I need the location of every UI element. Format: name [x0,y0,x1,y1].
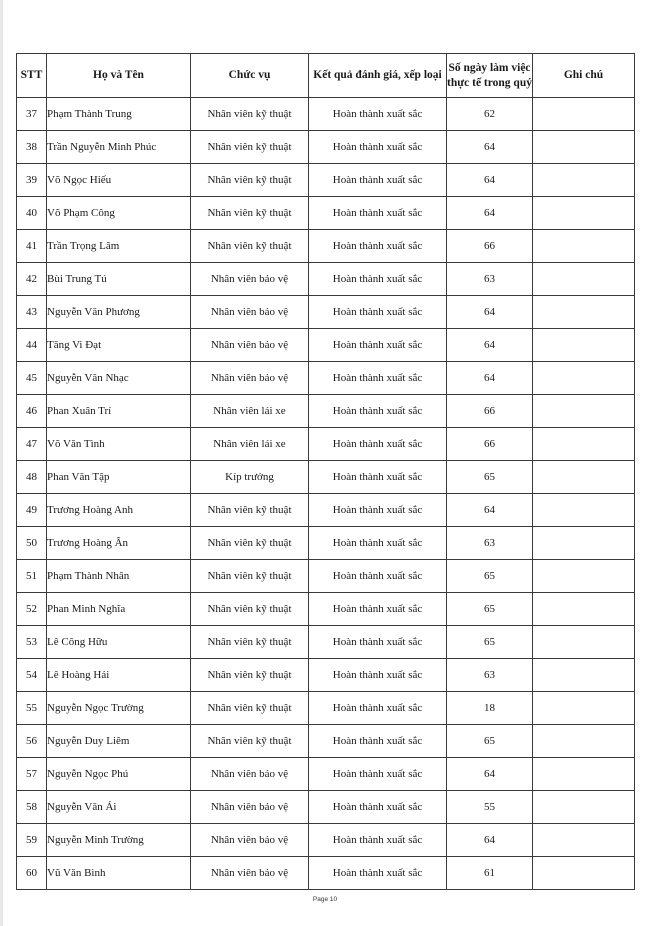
employee-name: Nguyễn Văn Phương [47,296,191,329]
employee-position: Nhân viên bảo vệ [191,263,309,296]
working-days: 64 [447,197,533,230]
working-days: 61 [447,857,533,890]
employee-position: Nhân viên kỹ thuật [191,164,309,197]
table-row [17,857,635,890]
evaluation-result: Hoàn thành xuất sắc [309,296,447,329]
evaluation-result: Hoàn thành xuất sắc [309,131,447,164]
employee-name: Võ Ngọc Hiếu [47,164,191,197]
employee-position: Nhân viên kỹ thuật [191,230,309,263]
note-cell [533,527,635,560]
row-number: 51 [17,560,47,593]
employee-name: Trần Nguyễn Minh Phúc [47,131,191,164]
employee-name: Trần Trọng Lâm [47,230,191,263]
working-days: 64 [447,824,533,857]
row-number: 59 [17,824,47,857]
row-number: 45 [17,362,47,395]
row-number: 37 [17,98,47,131]
employee-evaluation-table [16,53,635,890]
employee-position: Nhân viên bảo vệ [191,824,309,857]
working-days: 63 [447,263,533,296]
working-days: 65 [447,626,533,659]
row-number: 41 [17,230,47,263]
working-days: 18 [447,692,533,725]
evaluation-result: Hoàn thành xuất sắc [309,197,447,230]
employee-name: Võ Văn Tình [47,428,191,461]
employee-position: Nhân viên kỹ thuật [191,560,309,593]
row-number: 39 [17,164,47,197]
row-number: 56 [17,725,47,758]
working-days: 64 [447,296,533,329]
employee-name: Phạm Thành Nhân [47,560,191,593]
row-number: 55 [17,692,47,725]
table-row [17,626,635,659]
table-row [17,98,635,131]
note-cell [533,395,635,428]
row-number: 54 [17,659,47,692]
row-number: 38 [17,131,47,164]
row-number: 44 [17,329,47,362]
working-days: 62 [447,98,533,131]
evaluation-result: Hoàn thành xuất sắc [309,230,447,263]
table-row [17,197,635,230]
employee-name: Nguyễn Văn Nhạc [47,362,191,395]
table-row [17,296,635,329]
employee-position: Nhân viên bảo vệ [191,758,309,791]
evaluation-result: Hoàn thành xuất sắc [309,164,447,197]
row-number: 46 [17,395,47,428]
employee-name: Lê Hoàng Hải [47,659,191,692]
employee-name: Tăng Vi Đạt [47,329,191,362]
employee-name: Phạm Thành Trung [47,98,191,131]
row-number: 48 [17,461,47,494]
employee-position: Nhân viên bảo vệ [191,857,309,890]
header-note: Ghi chú [533,54,635,98]
note-cell [533,626,635,659]
table-header-row [17,54,635,98]
table-row [17,725,635,758]
row-number: 50 [17,527,47,560]
table-row [17,659,635,692]
evaluation-result: Hoàn thành xuất sắc [309,560,447,593]
table-row [17,692,635,725]
note-cell [533,428,635,461]
employee-position: Nhân viên bảo vệ [191,296,309,329]
note-cell [533,461,635,494]
table-row [17,395,635,428]
header-name: Họ và Tên [47,54,191,98]
evaluation-result: Hoàn thành xuất sắc [309,428,447,461]
note-cell [533,659,635,692]
employee-position: Nhân viên bảo vệ [191,362,309,395]
note-cell [533,362,635,395]
note-cell [533,197,635,230]
note-cell [533,560,635,593]
header-working-days: Số ngày làm việc thực tế trong quý [447,54,533,98]
working-days: 66 [447,230,533,263]
evaluation-result: Hoàn thành xuất sắc [309,263,447,296]
page-number: Page 10 [312,896,338,903]
evaluation-result: Hoàn thành xuất sắc [309,494,447,527]
row-number: 52 [17,593,47,626]
evaluation-result: Hoàn thành xuất sắc [309,362,447,395]
evaluation-result: Hoàn thành xuất sắc [309,692,447,725]
table-row [17,593,635,626]
row-number: 47 [17,428,47,461]
working-days: 66 [447,395,533,428]
note-cell [533,824,635,857]
employee-position: Nhân viên kỹ thuật [191,725,309,758]
employee-position: Nhân viên kỹ thuật [191,659,309,692]
table-row [17,164,635,197]
note-cell [533,164,635,197]
table-row [17,791,635,824]
evaluation-result: Hoàn thành xuất sắc [309,593,447,626]
row-number: 58 [17,791,47,824]
table-body [17,98,635,890]
table-row [17,230,635,263]
employee-name: Phan Xuân Trí [47,395,191,428]
evaluation-result: Hoàn thành xuất sắc [309,461,447,494]
note-cell [533,263,635,296]
note-cell [533,296,635,329]
working-days: 64 [447,329,533,362]
working-days: 66 [447,428,533,461]
row-number: 40 [17,197,47,230]
note-cell [533,131,635,164]
employee-name: Phan Minh Nghĩa [47,593,191,626]
table-row [17,527,635,560]
note-cell [533,329,635,362]
note-cell [533,692,635,725]
row-number: 53 [17,626,47,659]
note-cell [533,593,635,626]
table-row [17,362,635,395]
working-days: 65 [447,593,533,626]
employee-position: Nhân viên kỹ thuật [191,692,309,725]
row-number: 49 [17,494,47,527]
working-days: 64 [447,164,533,197]
employee-position: Nhân viên kỹ thuật [191,527,309,560]
employee-position: Nhân viên kỹ thuật [191,131,309,164]
working-days: 63 [447,659,533,692]
header-position: Chức vụ [191,54,309,98]
working-days: 65 [447,725,533,758]
employee-position: Nhân viên kỹ thuật [191,593,309,626]
evaluation-result: Hoàn thành xuất sắc [309,98,447,131]
scan-edge [0,0,3,926]
header-stt: STT [17,54,47,98]
note-cell [533,758,635,791]
row-number: 57 [17,758,47,791]
employee-name: Nguyễn Duy Liêm [47,725,191,758]
note-cell [533,494,635,527]
employee-name: Bùi Trung Tú [47,263,191,296]
employee-name: Lê Công Hữu [47,626,191,659]
evaluation-result: Hoàn thành xuất sắc [309,824,447,857]
note-cell [533,725,635,758]
evaluation-result: Hoàn thành xuất sắc [309,395,447,428]
employee-position: Nhân viên bảo vệ [191,329,309,362]
working-days: 55 [447,791,533,824]
employee-position: Nhân viên kỹ thuật [191,98,309,131]
evaluation-result: Hoàn thành xuất sắc [309,791,447,824]
employee-position: Nhân viên kỹ thuật [191,197,309,230]
employee-position: Nhân viên kỹ thuật [191,626,309,659]
employee-position: Kíp trưởng [191,461,309,494]
table-row [17,428,635,461]
evaluation-result: Hoàn thành xuất sắc [309,329,447,362]
header-result: Kết quả đánh giá, xếp loại [309,54,447,98]
employee-name: Phan Văn Tập [47,461,191,494]
table-row [17,263,635,296]
table-row [17,461,635,494]
employee-position: Nhân viên kỹ thuật [191,494,309,527]
working-days: 64 [447,494,533,527]
evaluation-result: Hoàn thành xuất sắc [309,758,447,791]
employee-name: Trương Hoàng Ân [47,527,191,560]
working-days: 65 [447,560,533,593]
employee-position: Nhân viên lái xe [191,395,309,428]
note-cell [533,98,635,131]
working-days: 64 [447,758,533,791]
employee-name: Võ Phạm Công [47,197,191,230]
note-cell [533,230,635,263]
table-row [17,131,635,164]
employee-name: Nguyễn Văn Ái [47,791,191,824]
evaluation-result: Hoàn thành xuất sắc [309,659,447,692]
employee-name: Nguyễn Ngọc Phú [47,758,191,791]
working-days: 64 [447,131,533,164]
table-row [17,560,635,593]
table-row [17,329,635,362]
row-number: 42 [17,263,47,296]
employee-name: Nguyễn Minh Trường [47,824,191,857]
employee-name: Nguyễn Ngọc Trường [47,692,191,725]
note-cell [533,857,635,890]
table-row [17,494,635,527]
row-number: 60 [17,857,47,890]
row-number: 43 [17,296,47,329]
evaluation-result: Hoàn thành xuất sắc [309,626,447,659]
evaluation-result: Hoàn thành xuất sắc [309,725,447,758]
table-row [17,758,635,791]
employee-position: Nhân viên lái xe [191,428,309,461]
evaluation-result: Hoàn thành xuất sắc [309,857,447,890]
employee-name: Trương Hoàng Anh [47,494,191,527]
employee-position: Nhân viên bảo vệ [191,791,309,824]
employee-name: Vũ Văn Bình [47,857,191,890]
evaluation-result: Hoàn thành xuất sắc [309,527,447,560]
working-days: 65 [447,461,533,494]
working-days: 63 [447,527,533,560]
note-cell [533,791,635,824]
table-row [17,824,635,857]
working-days: 64 [447,362,533,395]
